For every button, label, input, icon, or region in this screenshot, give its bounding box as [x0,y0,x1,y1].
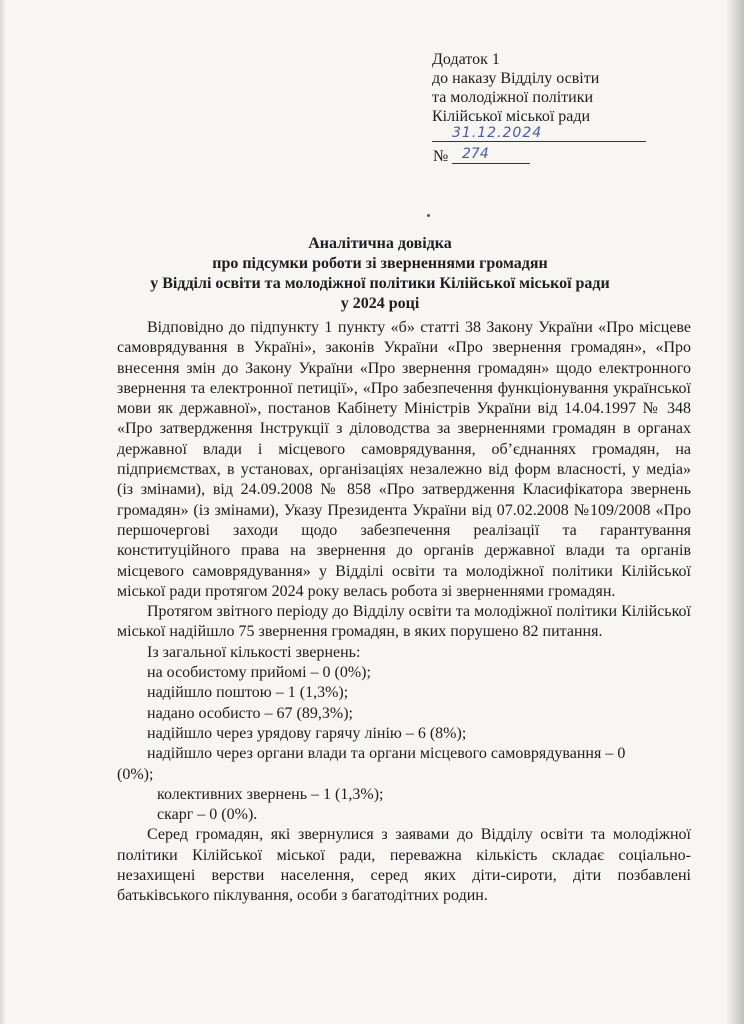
number-underline [452,163,530,164]
scan-left-shadow [0,0,6,1024]
title-line-2: про підсумки роботи зі зверненнями громадян [212,255,548,272]
list-item: надійшло поштою – 1 (1,3%); [147,684,349,702]
document-title [100,234,660,314]
list-item: колективних звернень – 1 (1,3%); [157,785,384,803]
annex-line-1: Додаток 1 [432,51,500,68]
handwritten-number: 274 [462,146,489,162]
list-item: скарг – 0 (0%). [157,806,258,824]
date-underline [432,141,646,142]
annex-block [432,50,672,126]
list-item: надано особисто – 67 (89,3%); [147,704,353,722]
paragraph-total-appeals: Протягом звітного періоду до Відділу освіти та молодіжної політики Кілійської міської надійшло 75 звернення громадян, в яких порушено 82 питання. [117,603,691,641]
list-item: надійшло через органи влади та органи місцевого самоврядування – 0 [147,745,626,763]
list-item: надійшло через урядову гарячу лінію – 6 (8%); [147,724,467,742]
annex-line-4: Кілійської міської ради [432,108,591,125]
title-line-1: Аналітична довідка [308,235,452,252]
list-intro: Із загальної кількості звернень: [147,643,361,661]
paragraph-legal-basis: Відповідно до підпункту 1 пункту «б» статті 38 Закону України «Про місцеве самоврядування в Україні», законів України «Про звернення громадян», «Про внесення змін до Закону України «Про звернення громадян» щодо електронного звернення та електронної петиції», «Про забезпечення функціонування української мови як державної», постанов Кабінету Міністрів України від 14.04.1997 № 348 «Про затвердження Інструкції з діловодства за зверненнями громадян в органах державної влади і місцевого самоврядування, об’єднаннях громадян, на підприємствах, в установах, організаціях незалежно від форм власності, у медіа» (із змінами), від 24.09.2008 № 858 «Про затвердження Класифікатора звернень громадян» (із змінами), Указу Президента України від 07.02.2008 №109/2008 «Про першочергові заходи щодо забезпечення реалізації та гарантування конституційного права на звернення до органів державної влади та органів місцевого самоврядування» у Відділі освіти та молодіжної політики Кілійської міської ради протягом 2024 року велась робота зі зверненнями громадян. [117,319,691,600]
list-item-continuation: (0%); [117,765,154,783]
annex-line-2: до наказу Відділу освіти [432,70,600,87]
paragraph-applicants: Серед громадян, які звернулися з заявами до Відділу освіти та молодіжної політики Кілійської міської ради, переважна кількість складає соціально-незахищені верстви населення, серед яких діти-сироти, діти позбавлені батьківського піклування, особи з багатодітних родин. [117,826,691,905]
title-line-4: у 2024 році [340,295,420,312]
annex-line-3: та молодіжної політики [432,89,594,106]
handwritten-date: 31.12.2024 [452,125,543,141]
number-label: № [433,148,449,165]
scan-speck [427,214,430,217]
title-line-3: у Відділі освіти та молодіжної політики Кілійської міської ради [150,275,610,292]
list-item: на особистому прийомі – 0 (0%); [147,664,371,682]
scan-right-shadow [726,0,744,1024]
document-body [117,318,691,907]
